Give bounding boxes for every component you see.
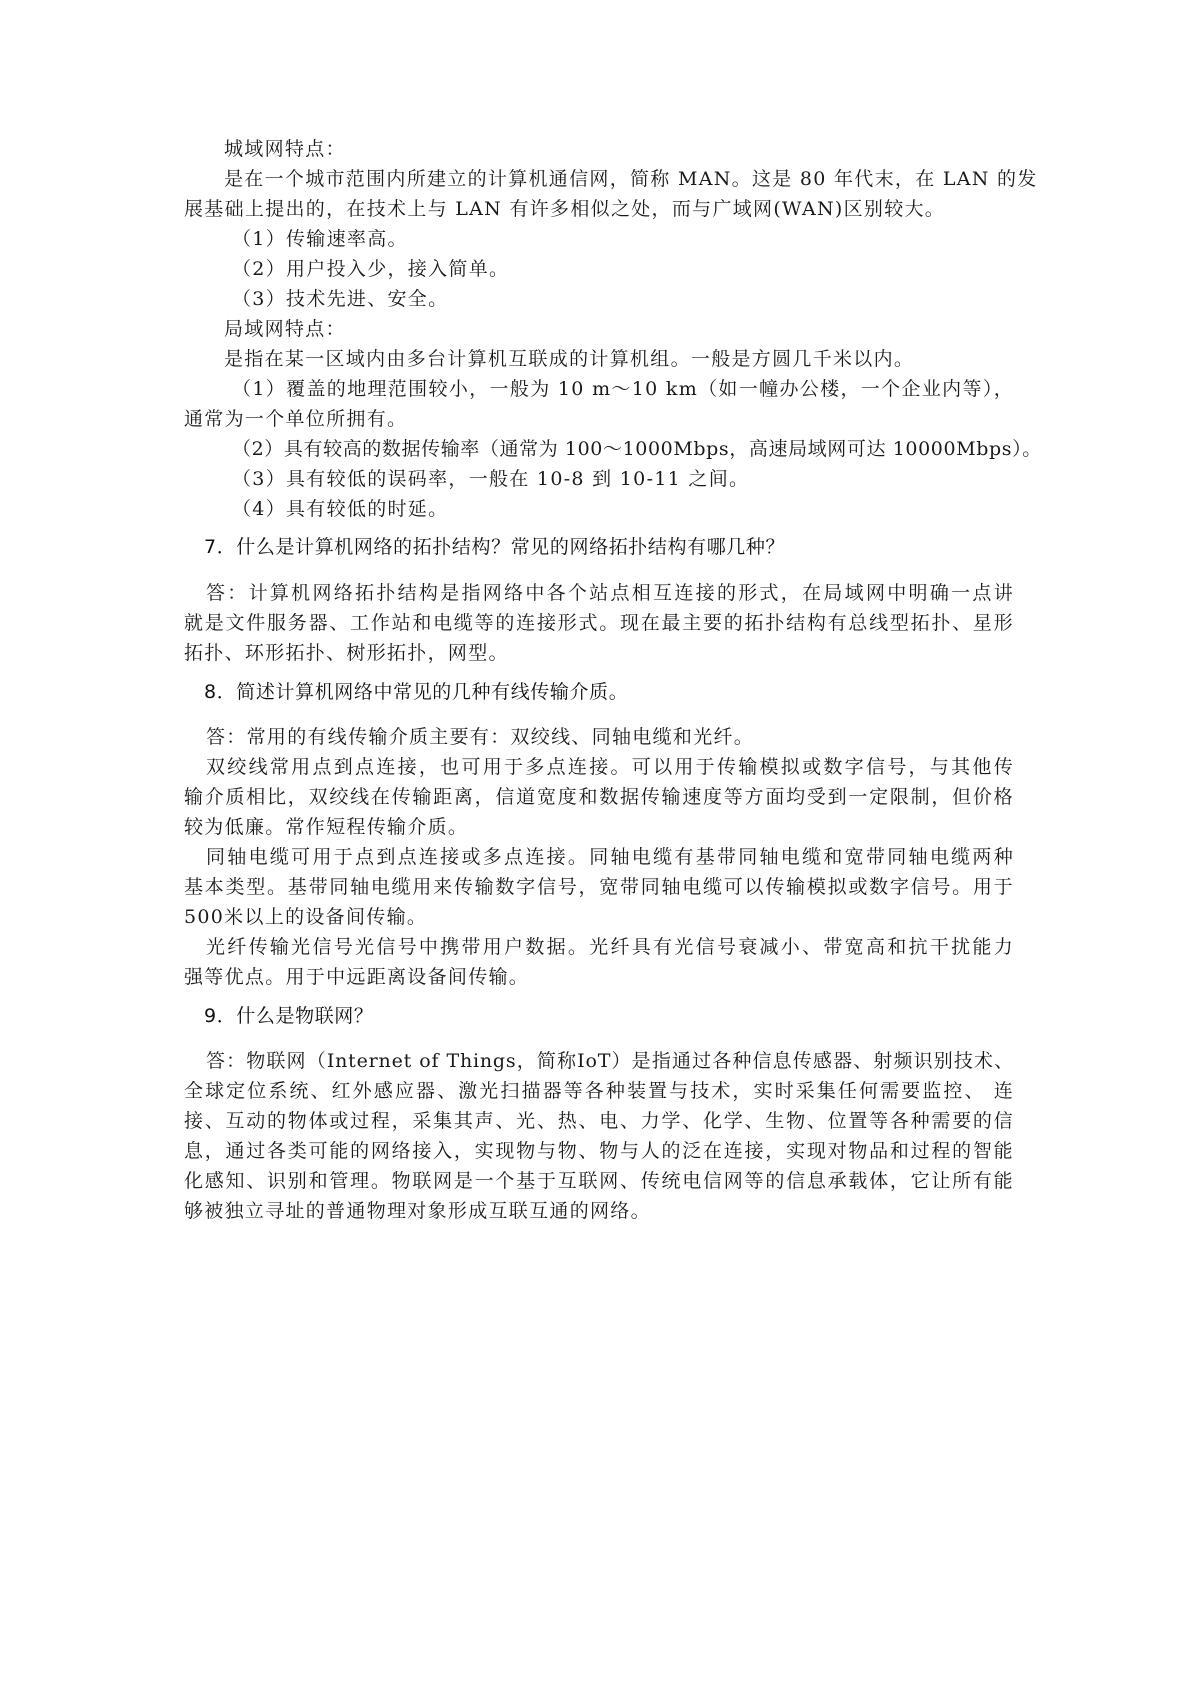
q8-coax-line-1: 同轴电缆可用于点到点连接或多点连接。同轴电缆有基带同轴电缆和宽带同轴电缆两种 [206,846,1014,868]
q9-answer-line-1: 答：物联网（Internet of Things，简称IoT）是指通过各种信息传感器、射频识别技术、 [206,1050,1014,1072]
q8-answer-intro: 答：常用的有线传输介质主要有：双绞线、同轴电缆和光纤。 [206,726,755,748]
q8-twisted-pair-line-3: 较为低廉。常作短程传输介质。 [184,816,469,838]
q7-answer-line-2: 就是文件服务器、工作站和电缆等的连接形式。现在最主要的拓扑结构有总线型拓扑、星形 [184,612,1014,634]
man-item-2: （2）用户投入少，接入简单。 [232,258,510,280]
lan-item-4: （4）具有较低的时延。 [232,498,449,520]
q8-twisted-pair-line-1: 双绞线常用点到点连接，也可用于多点连接。可以用于传输模拟或数字信号，与其他传 [206,756,1014,778]
man-item-3: （3）技术先进、安全。 [232,288,449,310]
question-7-heading: 7．什么是计算机网络的拓扑结构？常见的网络拓扑结构有哪几种？ [204,536,786,558]
q9-answer-line-5: 化感知、识别和管理。物联网是一个基于互联网、传统电信网等的信息承载体，它让所有能 [184,1170,1014,1192]
question-8-heading: 8．简述计算机网络中常见的几种有线传输介质。 [204,681,629,703]
q9-answer-line-3: 接、互动的物体或过程，采集其声、光、热、电、力学、化学、生物、位置等各种需要的信 [184,1110,1014,1132]
man-intro-line-2: 展基础上提出的，在技术上与 LAN 有许多相似之处，而与广域网(WAN)区别较大。 [184,198,946,220]
lan-title: 局域网特点： [224,318,346,340]
q9-answer-line-2: 全球定位系统、红外感应器、激光扫描器等各种装置与技术，实时采集任何需要监控、 连 [184,1080,1014,1102]
q8-fiber-line-1: 光纤传输光信号光信号中携带用户数据。光纤具有光信号衰减小、带宽高和抗干扰能力 [206,936,1014,958]
lan-item-1-line-2: 通常为一个单位所拥有。 [184,408,408,430]
lan-intro: 是指在某一区域内由多台计算机互联成的计算机组。一般是方圆几千米以内。 [224,348,915,370]
q8-fiber-line-2: 强等优点。用于中远距离设备间传输。 [184,966,530,988]
q8-twisted-pair-line-2: 输介质相比，双绞线在传输距离，信道宽度和数据传输速度等方面均受到一定限制，但价格 [184,786,1014,808]
man-intro-line-1: 是在一个城市范围内所建立的计算机通信网，简称 MAN。这是 80 年代末，在 LAN 的发 [224,168,1038,190]
man-title: 城域网特点： [224,138,346,160]
lan-item-1-line-1: （1）覆盖的地理范围较小，一般为 10 m～10 km（如一幢办公楼，一个企业内等）， [232,378,1014,400]
q7-answer-line-3: 拓扑、环形拓扑、树形拓扑，网型。 [184,642,509,664]
lan-item-2: （2）具有较高的数据传输率（通常为 100～1000Mbps，高速局域网可达 10000Mbps）。 [232,438,1042,460]
q9-answer-line-6: 够被独立寻址的普通物理对象形成互联互通的网络。 [184,1200,651,1222]
q8-coax-line-3: 500米以上的设备间传输。 [184,906,428,928]
q9-answer-line-4: 息，通过各类可能的网络接入，实现物与物、物与人的泛在连接，实现对物品和过程的智能 [184,1140,1014,1162]
question-9-heading: 9．什么是物联网？ [204,1005,374,1027]
lan-item-3: （3）具有较低的误码率，一般在 10-8 到 10-11 之间。 [232,468,750,490]
q7-answer-line-1: 答：计算机网络拓扑结构是指网络中各个站点相互连接的形式，在局域网中明确一点讲 [206,582,1014,604]
man-item-1: （1）传输速率高。 [232,228,408,250]
q8-coax-line-2: 基本类型。基带同轴电缆用来传输数字信号，宽带同轴电缆可以传输模拟或数字信号。用于 [184,876,1014,898]
